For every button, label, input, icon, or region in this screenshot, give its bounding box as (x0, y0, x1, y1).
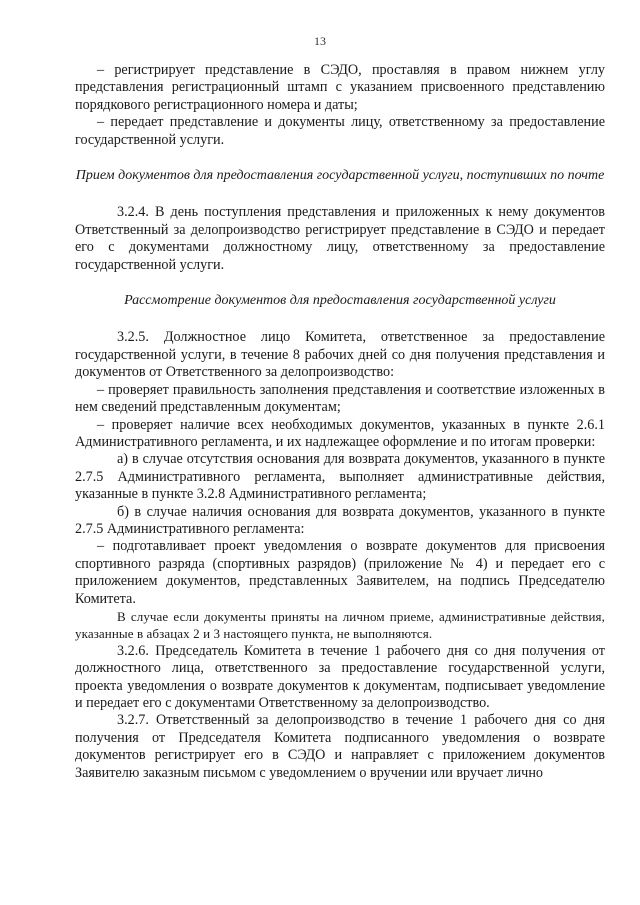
paragraph-transfer: – передает представление и документы лицу, ответственному за предоставление государственной услуги. (75, 114, 605, 148)
paragraph-3-2-4: 3.2.4. В день поступления представления и приложенных к нему документов Ответственный за делопроизводство регистрирует представление в СЭДО и передает его с документами должностному лицу, ответственному за предоставление государственной услуги. (75, 204, 605, 273)
paragraph-note: В случае если документы приняты на личном приеме, административные действия, указанные в абзацах 2 и 3 настоящего пункта, не выполняются. (75, 608, 605, 642)
section-heading-mail: Прием документов для предоставления государственной услуги, поступивших по почте (75, 168, 605, 184)
paragraph-3-2-7: 3.2.7. Ответственный за делопроизводство в течение 1 рабочего дня со дня получения от Председателя Комитета подписанного уведомления о возврате документов регистрирует его в СЭДО и направляет с приложением документов Заявителю заказным письмом с уведомлением о вручении или вручает лично (75, 712, 605, 781)
list-item-prepare-notice: – подготавливает проект уведомления о возврате документов для присвоения спортивного разряда (спортивных разрядов) (приложение № 4) и передает его с приложением документов, представленных Заявителем, на подпись Председателю Комитета. (75, 538, 605, 607)
paragraph-3-2-5: 3.2.5. Должностное лицо Комитета, ответственное за предоставление государственной услуги, в течение 8 рабочих дней со дня получения представления и документов от Ответственного за делопроизводство: (75, 329, 605, 381)
list-item-a: а) в случае отсутствия основания для возврата документов, указанного в пункте 2.7.5 Административного регламента, выполняет административные действия, указанные в пункте 3.2.8 Административного регламента; (75, 451, 605, 503)
list-item-b: б) в случае наличия основания для возврата документов, указанного в пункте 2.7.5 Административного регламента: (75, 503, 605, 537)
list-item-check-documents: – проверяет наличие всех необходимых документов, указанных в пункте 2.6.1 Административного регламента, и их надлежащее оформление и по итогам проверки: (75, 416, 605, 450)
paragraph-3-2-6: 3.2.6. Председатель Комитета в течение 1 рабочего дня со дня получения от должностного лица, ответственного за предоставление государственной услуги, проекта уведомления о возврате документов к документам, подписывает уведомление и передает его с документами Ответственному за делопроизводство. (75, 642, 605, 711)
section-heading-review: Рассмотрение документов для предоставления государственной услуги (124, 293, 556, 309)
page-number: 13 (314, 34, 326, 48)
list-item-check-filling: – проверяет правильность заполнения представления и соответствие изложенных в нем сведений представленным документам; (75, 381, 605, 416)
document-body (75, 62, 605, 782)
paragraph-register: – регистрирует представление в СЭДО, проставляя в правом нижнем углу представления регистрационный штамп с указанием присвоенного представлению порядкового регистрационного номера и даты; (75, 62, 605, 113)
